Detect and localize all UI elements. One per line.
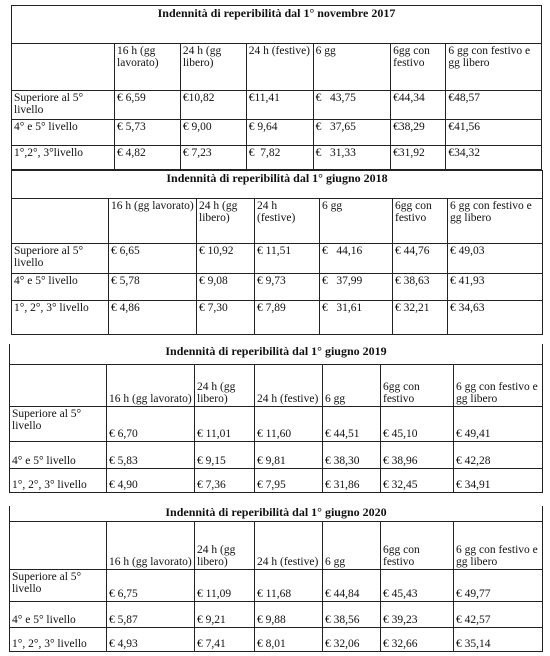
column-header: 16 h (gg lavorato)	[107, 364, 195, 406]
table-row	[12, 146, 542, 170]
row-label: Superiore al 5° livello	[10, 406, 107, 441]
column-header: 24 h (festive)	[255, 199, 320, 244]
table-cell: € 6,75	[107, 569, 195, 601]
table-cell: € 4,86	[109, 301, 197, 335]
table-cell: € 7,23	[180, 146, 246, 170]
row-label: Superiore al 5° livello	[10, 569, 107, 601]
table-cell: € 49,03	[448, 244, 543, 274]
table-cell: € 39,23	[381, 601, 454, 627]
table-cell: € 4,82	[115, 146, 181, 170]
table-cell: € 38,30	[323, 441, 381, 468]
column-header: 6 gg con festivo e gg libero	[454, 364, 543, 406]
table-cell: € 9,64	[246, 120, 313, 146]
column-header: 16 h (gg lavorato)	[107, 521, 195, 569]
table-row	[12, 274, 543, 301]
table-row	[12, 301, 543, 335]
row-label: 4° e 5° livello	[12, 274, 109, 301]
table-cell: €11,41	[246, 91, 313, 120]
column-header: 24 h (gg libero)	[180, 44, 246, 91]
column-header: 6 gg	[323, 521, 381, 569]
column-header: 6 gg	[323, 364, 381, 406]
table-row	[10, 627, 543, 651]
table-cell: € 38,63	[393, 274, 448, 301]
table-row	[10, 468, 543, 492]
table-cell: € 11,01	[195, 406, 255, 441]
row-label: Superiore al 5° livello	[12, 91, 115, 120]
column-header: 6gg con festivo	[391, 44, 446, 91]
table-cell: € 9,88	[255, 601, 323, 627]
column-header: 6 gg	[320, 199, 393, 244]
header-empty-cell	[12, 44, 115, 91]
column-header: 6 gg con festivo e gg libero	[446, 44, 542, 91]
table-cell: € 44,84	[323, 569, 381, 601]
header-empty-cell	[10, 364, 107, 406]
row-label: 1°, 2°, 3° livello	[10, 468, 107, 492]
table-row	[10, 569, 543, 601]
table-cell: € 9,81	[255, 441, 323, 468]
table-cell: € 43,75	[313, 91, 391, 120]
table-cell: € 11,68	[255, 569, 323, 601]
table-cell: € 44,16	[320, 244, 393, 274]
column-header: 24 h (gg libero)	[195, 364, 255, 406]
row-label: 4° e 5° livello	[10, 601, 107, 627]
table-cell: € 4,90	[107, 468, 195, 492]
table-cell: €38,29	[391, 120, 446, 146]
table-cell: €44,34	[391, 91, 446, 120]
table-title: Indennità di reperibilità dal 1° giugno 2019	[10, 344, 543, 364]
indemnity-table-jun-2019	[9, 344, 543, 493]
table-cell: € 34,63	[448, 301, 543, 335]
table-cell: € 44,76	[393, 244, 448, 274]
table-cell: €41,56	[446, 120, 542, 146]
table-cell: € 9,08	[197, 274, 255, 301]
table-cell: € 7,36	[195, 468, 255, 492]
column-header: 6gg con festivo	[381, 521, 454, 569]
table-title: Indennità di reperibilità dal 1° giugno 2018	[12, 171, 543, 199]
table-cell: €10,82	[180, 91, 246, 120]
table-title: Indennità di reperibilità dal 1° giugno 2020	[10, 506, 543, 521]
column-header: 6gg con festivo	[381, 364, 454, 406]
table-cell: € 49,77	[454, 569, 543, 601]
table-row	[10, 406, 543, 441]
table-cell: € 49,41	[454, 406, 543, 441]
table-cell: € 32,66	[381, 627, 454, 651]
table-cell: € 5,87	[107, 601, 195, 627]
table-cell: € 9,73	[255, 274, 320, 301]
table-cell: € 4,93	[107, 627, 195, 651]
table-row	[12, 244, 543, 274]
table-cell: € 10,92	[197, 244, 255, 274]
table-cell: € 31,61	[320, 301, 393, 335]
table-cell: € 41,93	[448, 274, 543, 301]
column-header: 24 h (festive)	[246, 44, 313, 91]
table-cell: € 34,91	[454, 468, 543, 492]
table-row	[10, 601, 543, 627]
table-cell: € 37,65	[313, 120, 391, 146]
table-cell: € 7,30	[197, 301, 255, 335]
table-cell: € 9,15	[195, 441, 255, 468]
table-cell: € 31,86	[323, 468, 381, 492]
table-cell: € 9,00	[180, 120, 246, 146]
column-header: 24 h (gg libero)	[195, 521, 255, 569]
table-cell: €48,57	[446, 91, 542, 120]
table-cell: € 7,95	[255, 468, 323, 492]
table-cell: € 5,73	[115, 120, 181, 146]
row-label: Superiore al 5° livello	[12, 244, 109, 274]
table-cell: € 8,01	[255, 627, 323, 651]
column-header: 6gg con festivo	[393, 199, 448, 244]
column-header: 16 h (gg lavorato)	[109, 199, 197, 244]
table-cell: €31,92	[391, 146, 446, 170]
table-row	[12, 120, 542, 146]
table-title: Indennità di reperibilità dal 1° novembre 2017	[12, 6, 542, 44]
table-cell: € 7,89	[255, 301, 320, 335]
column-header: 6 gg	[313, 44, 391, 91]
row-label: 1°,2°, 3°livello	[12, 146, 115, 170]
table-row	[10, 441, 543, 468]
header-empty-cell	[10, 521, 107, 569]
table-cell: € 6,65	[109, 244, 197, 274]
column-header: 24 h (gg libero)	[197, 199, 255, 244]
table-cell: € 7,41	[195, 627, 255, 651]
table-cell: € 38,96	[381, 441, 454, 468]
table-cell: €34,32	[446, 146, 542, 170]
column-header: 16 h (gg lavorato)	[115, 44, 181, 91]
table-cell: € 31,33	[313, 146, 391, 170]
table-cell: € 6,59	[115, 91, 181, 120]
table-cell: € 11,60	[255, 406, 323, 441]
table-cell: € 32,45	[381, 468, 454, 492]
table-cell: € 11,09	[195, 569, 255, 601]
table-cell: € 5,83	[107, 441, 195, 468]
table-cell: € 37,99	[320, 274, 393, 301]
table-row	[12, 91, 542, 120]
table-cell: € 45,43	[381, 569, 454, 601]
row-label: 4° e 5° livello	[10, 441, 107, 468]
indemnity-table-jun-2018	[11, 170, 543, 335]
header-empty-cell	[12, 199, 109, 244]
table-cell: € 45,10	[381, 406, 454, 441]
row-label: 1°, 2°, 3° livello	[10, 627, 107, 651]
table-cell: € 32,06	[323, 627, 381, 651]
table-cell: € 42,28	[454, 441, 543, 468]
table-cell: € 44,51	[323, 406, 381, 441]
table-cell: € 35,14	[454, 627, 543, 651]
row-label: 4° e 5° livello	[12, 120, 115, 146]
table-cell: € 38,56	[323, 601, 381, 627]
table-cell: € 7,82	[246, 146, 313, 170]
table-cell: € 5,78	[109, 274, 197, 301]
table-cell: € 9,21	[195, 601, 255, 627]
table-cell: € 32,21	[393, 301, 448, 335]
indemnity-table-nov-2017	[11, 5, 542, 170]
table-cell: € 6,70	[107, 406, 195, 441]
indemnity-table-jun-2020	[9, 506, 543, 652]
table-cell: € 11,51	[255, 244, 320, 274]
row-label: 1°, 2°, 3° livello	[12, 301, 109, 335]
column-header: 24 h (festive)	[255, 521, 323, 569]
column-header: 6 gg con festivo e gg libero	[448, 199, 543, 244]
table-cell: € 42,57	[454, 601, 543, 627]
column-header: 6 gg con festivo e gg libero	[454, 521, 543, 569]
column-header: 24 h (festive)	[255, 364, 323, 406]
